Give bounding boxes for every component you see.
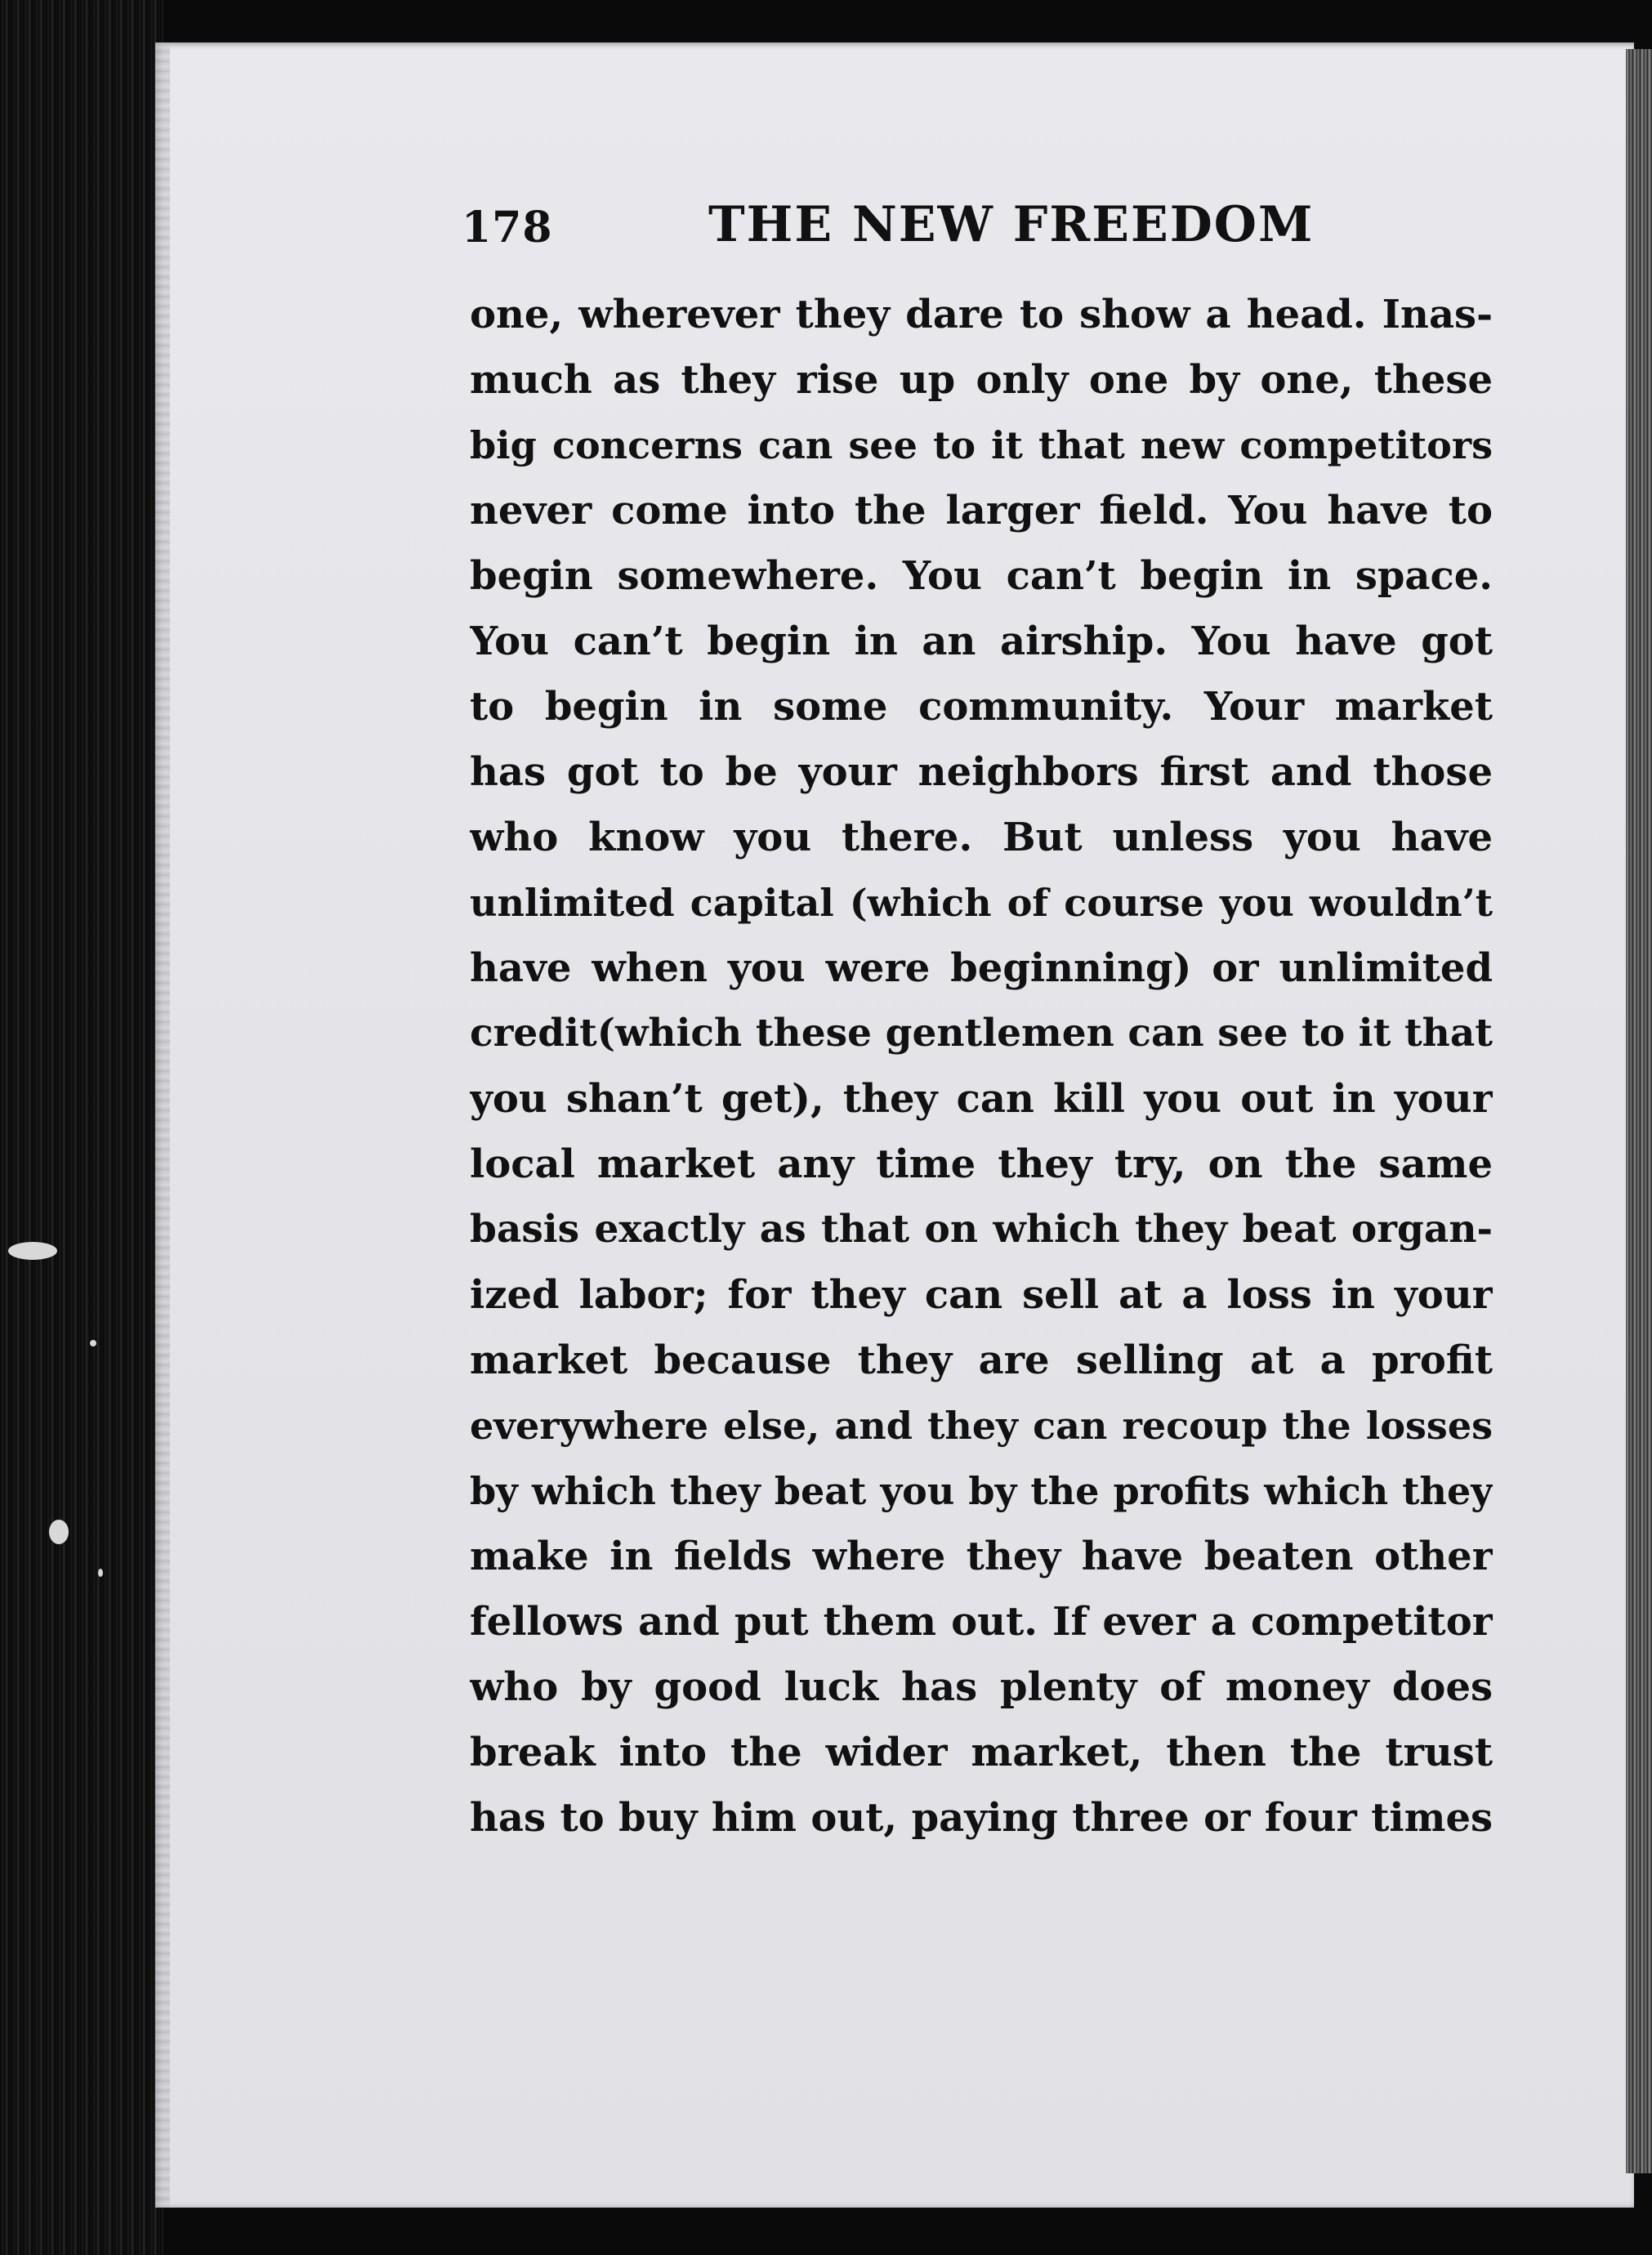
text-line: one, wherever they dare to show a head. Inas-: [470, 292, 1493, 337]
page-header: [462, 196, 1548, 261]
body-text: [470, 282, 1493, 1851]
text-line: to begin in some community. Your market: [470, 684, 1493, 730]
text-line: market because they are selling at a profit: [470, 1337, 1493, 1383]
scan-artifacts: [0, 1226, 131, 1634]
text-line: ized labor; for they can sell at a loss in your: [470, 1272, 1493, 1318]
text-line: much as they rise up only one by one, these: [470, 357, 1493, 403]
text-line: has to buy him out, paying three or four times: [470, 1795, 1493, 1841]
text-line: make in fields where they have beaten other: [470, 1534, 1493, 1579]
text-line: never come into the larger field. You have to: [470, 488, 1493, 534]
book-spine-edge: [0, 0, 163, 2255]
page-gutter-shadow: [155, 42, 170, 2208]
text-line: break into the wider market, then the trust: [470, 1730, 1493, 1775]
page-number: 178: [462, 203, 553, 252]
text-line: basis exactly as that on which they beat organ-: [470, 1207, 1493, 1252]
text-line: by which they beat you by the profits which they: [470, 1469, 1493, 1513]
text-line: You can’t begin in an airship. You have got: [470, 618, 1493, 664]
text-line: fellows and put them out. If ever a competitor: [470, 1599, 1493, 1645]
page-stack-edge: [1626, 49, 1652, 2173]
text-line: you shan’t get), they can kill you out in your: [470, 1076, 1493, 1122]
text-line: credit(which these gentlemen can see to it that: [470, 1011, 1493, 1056]
text-line: unlimited capital (which of course you wouldn’t: [470, 881, 1493, 925]
text-line: has got to be your neighbors first and those: [470, 749, 1493, 795]
text-line: big concerns can see to it that new competitors: [470, 423, 1493, 467]
running-title: THE NEW FREEDOM: [708, 196, 1315, 253]
text-line: begin somewhere. You can’t begin in space.: [470, 553, 1493, 599]
text-line: who by good luck has plenty of money does: [470, 1664, 1493, 1710]
text-line: who know you there. But unless you have: [470, 815, 1493, 860]
text-line: have when you were beginning) or unlimited: [470, 945, 1493, 991]
text-line: everywhere else, and they can recoup the losses: [470, 1404, 1493, 1448]
text-line: local market any time they try, on the same: [470, 1141, 1493, 1187]
